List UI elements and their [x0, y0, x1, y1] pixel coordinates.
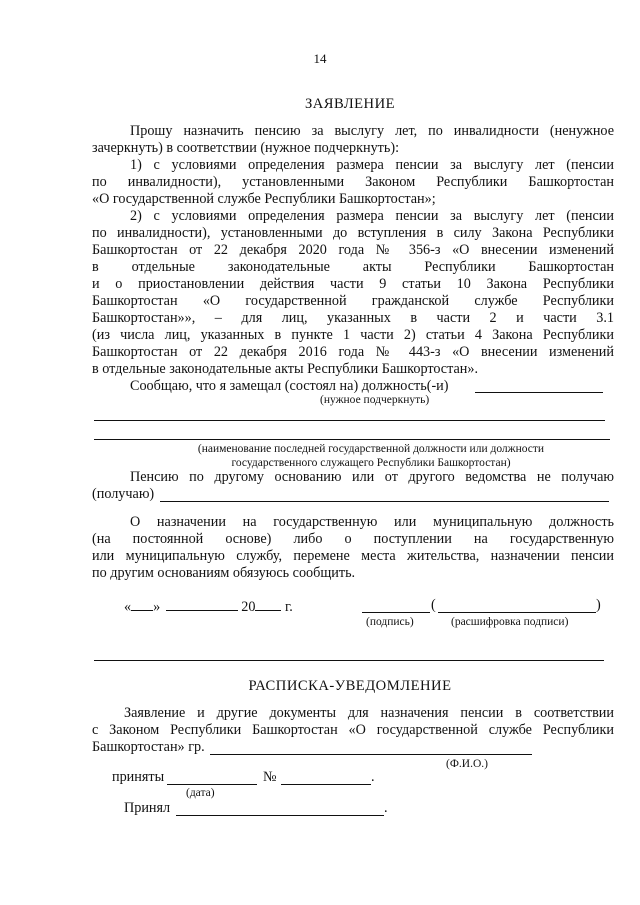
decoding-caption: (расшифровка подписи): [451, 616, 569, 628]
option2-line-5: и о приостановлении действия части 9 статьи 10 Закона Республики: [92, 276, 614, 292]
position-hint: (нужное подчеркнуть): [320, 394, 430, 406]
date-field: [124, 597, 293, 616]
accepted-number-blank[interactable]: [281, 784, 371, 785]
option1-line-2: по инвалидности), установленными Законом Республики Башкортостан: [92, 174, 614, 190]
fio-caption: (Ф.И.О.): [446, 758, 488, 770]
date-caption: (дата): [186, 787, 215, 799]
obligation-line-2: (на постоянной основе) либо о поступлении на государственную: [92, 531, 614, 547]
date-year-suffix: г.: [285, 599, 293, 615]
accepted-by-label: Принял: [124, 800, 171, 816]
option2-line-7: Башкортостан»», – для лиц, указанных в части 2 и части 3.1: [92, 310, 614, 326]
date-close-quote: »: [153, 599, 161, 615]
accepted-date-blank[interactable]: [167, 784, 257, 785]
receipt-line-1: Заявление и другие документы для назначения пенсии в соответствии: [124, 705, 614, 721]
accepted-by-blank[interactable]: [176, 815, 384, 816]
obligation-line-3: или муниципальную службу, перемене места жительства, назначении пенсии: [92, 548, 614, 564]
receipt-title: РАСПИСКА-УВЕДОМЛЕНИЕ: [248, 678, 452, 694]
position-caption-2: государственного служащего Республики Башкортостан): [231, 457, 511, 469]
fio-blank[interactable]: [210, 754, 532, 755]
date-year-prefix: 20: [241, 599, 256, 615]
signature-blank[interactable]: [362, 612, 430, 613]
date-month-blank[interactable]: [166, 597, 238, 611]
option2-line-3: Башкортостан от 22 декабря 2020 года № 356-з «О внесении изменений: [92, 242, 614, 258]
other-pension-line-2: (получаю): [92, 486, 155, 502]
option1-line-1: 1) с условиями определения размера пенсии за выслугу лет (пенсии: [130, 157, 614, 173]
signature-caption: (подпись): [366, 616, 414, 628]
option1-line-3: «О государственной службе Республики Башкортостан»;: [92, 191, 436, 207]
obligation-line-1: О назначении на государственную или муниципальную должность: [130, 514, 614, 530]
position-blank[interactable]: [475, 392, 603, 393]
statement-title: ЗАЯВЛЕНИЕ: [304, 96, 396, 112]
receipt-line-3: Башкортостан» гр.: [92, 739, 205, 755]
date-open-quote: «: [124, 599, 132, 615]
section-separator: [94, 660, 604, 661]
option2-line-10: в отдельные законодательные акты Республики Башкортостан».: [92, 361, 479, 377]
number-period: .: [371, 769, 375, 785]
position-line-blank-1[interactable]: [94, 420, 605, 421]
intro-line-2: зачеркнуть) в соответствии (нужное подчеркнуть):: [92, 140, 400, 156]
position-line: Сообщаю, что я замещал (состоял на) должность(-и): [130, 378, 449, 394]
accepted-label: приняты: [112, 769, 165, 785]
intro-line-1: Прошу назначить пенсию за выслугу лет, по инвалидности (ненужное: [130, 123, 614, 139]
receipt-line-2: с Законом Республики Башкортостан «О государственной службе Республики: [92, 722, 614, 738]
option2-line-9: Башкортостан от 22 декабря 2016 года № 443-з «О внесении изменений: [92, 344, 614, 360]
option2-line-6: Башкортостан «О государственной гражданской службе Республики: [92, 293, 614, 309]
other-pension-line-1: Пенсию по другому основанию или от другого ведомства не получаю: [130, 469, 614, 485]
accepted-by-period: .: [384, 800, 388, 816]
decoding-paren-close: ): [596, 597, 601, 613]
option2-line-2: по инвалидности), установленными до вступления в силу Закона Республики: [92, 225, 614, 241]
other-pension-blank[interactable]: [160, 501, 609, 502]
number-sign: №: [263, 769, 277, 785]
option2-line-8: (из числа лиц, указанных в пункте 1 части 2) статьи 4 Закона Республики: [92, 327, 614, 343]
position-caption-1: (наименование последней государственной должности или должности: [197, 443, 545, 455]
date-day-blank[interactable]: [131, 597, 153, 611]
obligation-line-4: по другим основаниям обязуюсь сообщить.: [92, 565, 356, 581]
page-number: 14: [313, 51, 327, 66]
decoding-blank[interactable]: [438, 612, 596, 613]
option2-line-1: 2) с условиями определения размера пенсии за выслугу лет (пенсии: [130, 208, 614, 224]
option2-line-4: в отдельные законодательные акты Республики Башкортостан: [92, 259, 614, 275]
decoding-paren-open: (: [431, 597, 436, 613]
date-year-blank[interactable]: [255, 597, 281, 611]
position-line-blank-2[interactable]: [94, 439, 610, 440]
